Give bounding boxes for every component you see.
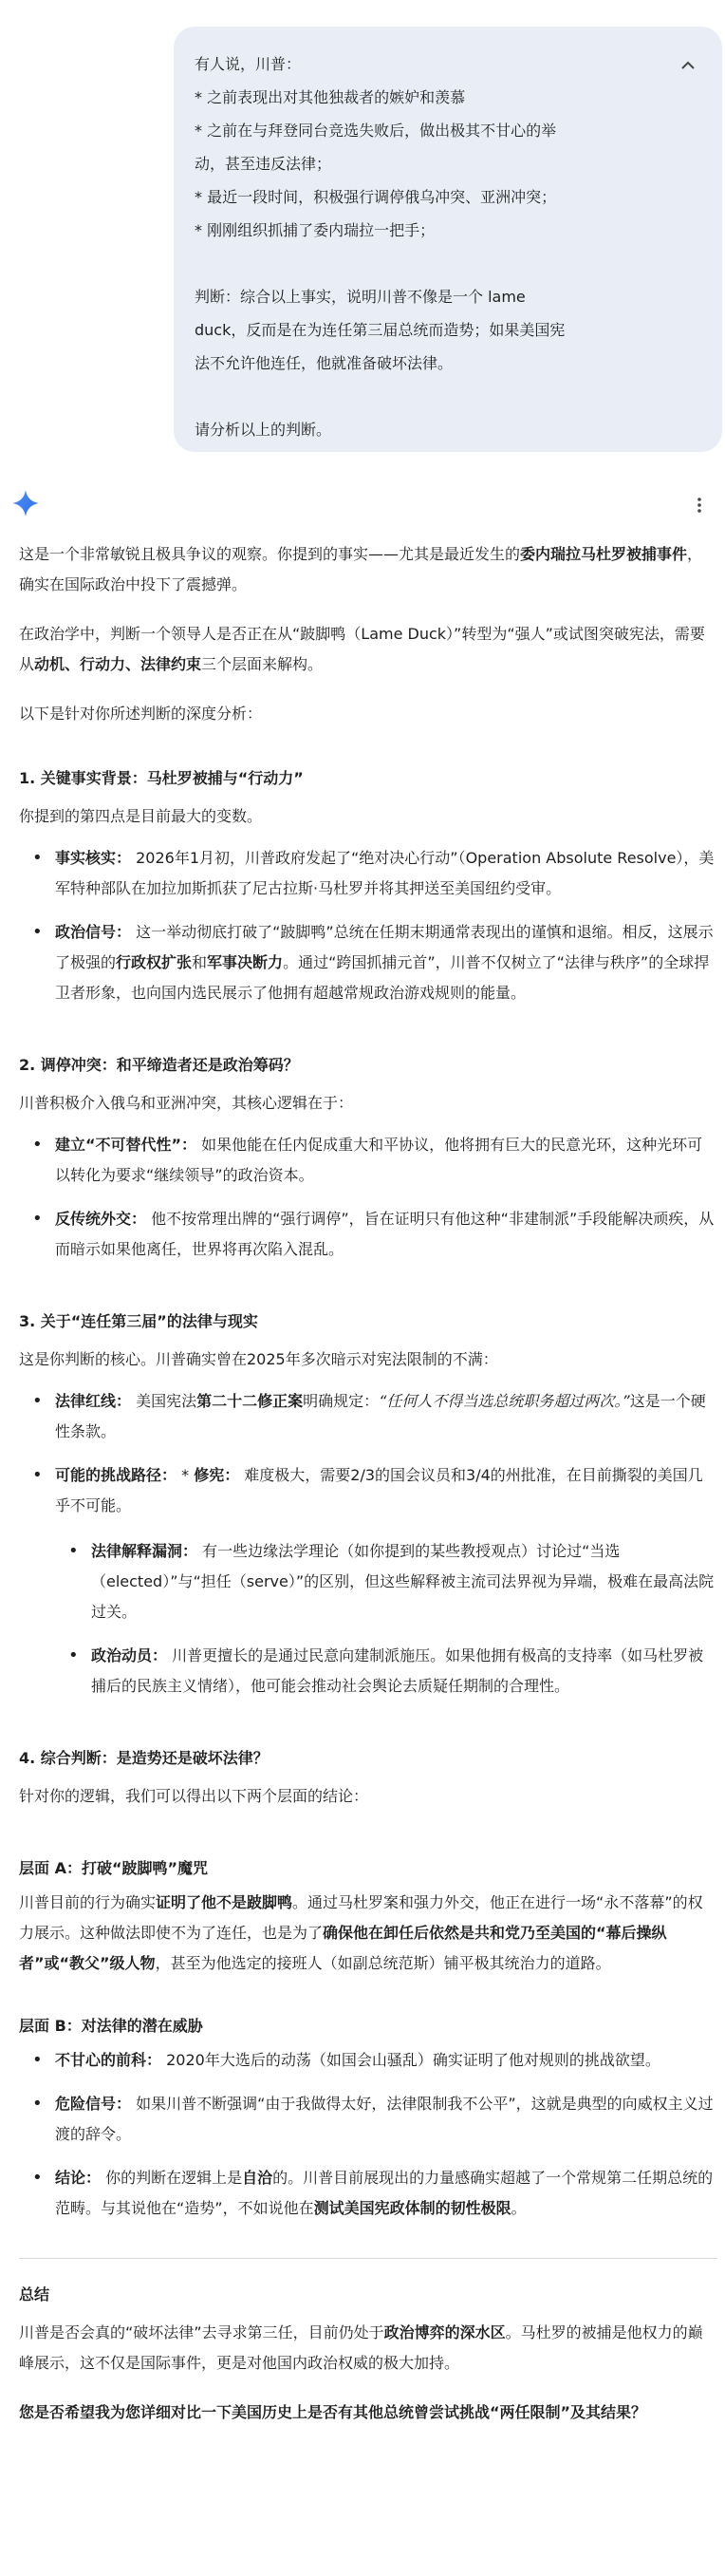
section-heading: 3. 关于“连任第三届”的法律与现实 — [19, 1312, 258, 1330]
method-paragraph: 在政治学中，判断一个领导人是否正在从“跛脚鸭（Lame Duck）”转型为“强人”或试图突破宪法，需要从动机、行动力、法律约束三个层面来解构。 — [19, 625, 705, 673]
line-gap — [195, 247, 665, 280]
user-message-line: * 之前表现出对其他独裁者的嫉妒和羡慕 — [195, 88, 466, 106]
list-item: • 危险信号： 如果川普不断强调“由于我做得太好，法律限制我不公平”，这就是典型的向威权主义过渡的辞令。 — [19, 2089, 717, 2150]
user-message-bubble — [174, 27, 722, 452]
subsection-paragraph: 川普目前的行为确实证明了他不是跛脚鸭。通过马杜罗案和强力外交，他正在进行一场“永不落幕”的权力展示。这种做法即使不为了连任，也是为了确保他在卸任后依然是共和党乃至美国的“幕后操纵者”或“教父”级人物，甚至为他选定的接班人（如副总统范斯）铺平极其统治力的道路。 — [19, 1893, 703, 1972]
section-heading: 2. 调停冲突：和平缔造者还是政治筹码？ — [19, 1056, 299, 1074]
user-message-line: * 刚刚组织抓捕了委内瑞拉一把手； — [195, 221, 436, 239]
list-item: • 法律解释漏洞： 有一些边缘法学理论（如你提到的某些教授观点）讨论过“当选（elected）”与“担任（serve）”的区别，但这些解释被主流司法界视为异端，极难在最高法院过关。 — [55, 1536, 717, 1627]
nested-bullet-list — [55, 1536, 717, 1702]
list-item: • 法律红线： 美国宪法第二十二修正案明确规定：“任何人不得当选总统职务超过两次。”这是一个硬性条款。 — [19, 1386, 717, 1447]
bullet-list — [19, 2045, 717, 2224]
summary-paragraph: 川普是否会真的“破坏法律”去寻求第三任，目前仍处于政治博弈的深水区。马杜罗的被捕是他权力的巅峰展示，这不仅是国际事件，更是对他国内政治权威的极大加持。 — [19, 2323, 703, 2372]
list-item: • 政治动员： 川普更擅长的是通过民意向建制派施压。如果他拥有极高的支持率（如马杜罗被捕后的民族主义情绪），他可能会推动社会舆论去质疑任期制的合理性。 — [55, 1641, 717, 1702]
list-item: • 建立“不可替代性”： 如果他能在任内促成重大和平协议，他将拥有巨大的民意光环，这种光环可以转化为要求“继续领导”的政治资本。 — [19, 1130, 717, 1191]
bullet-list — [19, 1130, 717, 1265]
assistant-response — [19, 539, 717, 2447]
list-item: • 结论： 你的判断在逻辑上是自洽的。川普目前展现出的力量感确实超越了一个常规第二任期总统的范畴。与其说他在“造势”，不如说他在测试美国宪政体制的韧性极限。 — [19, 2163, 717, 2224]
list-item: • 反传统外交： 他不按常理出牌的“强行调停”，旨在证明只有他这种“非建制派”手段能解决顽疾，从而暗示如果他离任，世界将再次陷入混乱。 — [19, 1204, 717, 1265]
gemini-sparkle-icon — [11, 489, 40, 517]
user-message-line: 请分析以上的判断。 — [195, 421, 332, 439]
subsection-heading: 层面 B：对法律的潜在威胁 — [19, 2017, 203, 2035]
chevron-up-icon[interactable] — [671, 47, 705, 82]
intro-paragraph: 这是一个非常敏锐且极具争议的观察。你提到的事实——尤其是最近发生的委内瑞拉马杜罗被捕事件，确实在国际政治中投下了震撼弹。 — [19, 545, 703, 593]
list-item: • 不甘心的前科： 2020年大选后的动荡（如国会山骚乱）确实证明了他对规则的挑战欲望。 — [19, 2045, 717, 2076]
user-message-line: * 之前在与拜登同台竞选失败后，做出极其不甘心的举 — [195, 122, 557, 140]
section-lead: 针对你的逻辑，我们可以得出以下两个层面的结论： — [19, 1787, 369, 1805]
section-heading: 4. 综合判断：是造势还是破坏法律？ — [19, 1749, 269, 1767]
subsection-heading: 层面 A：打破“跛脚鸭”魔咒 — [19, 1859, 208, 1877]
bullet-list — [19, 843, 717, 1008]
line-gap — [195, 380, 665, 413]
list-item: • 可能的挑战路径： * 修宪： 难度极大，需要2/3的国会议员和3/4的州批准，在目前撕裂的美国几乎不可能。 • 法律解释漏洞： 有一些边缘法学理论（如你提到的某些教授观点）讨论过“当选（elected）”与“担任（serve）”的区别，但这些解释被主流司法界视为异端，极难在最高法院过关。 • 政治动员： 川普更擅长的是通过民意向建制派施压。如果他拥有极高的支持率（如马杜罗被捕后的民族主义情绪），他可能会推动社会舆论去质疑任期制的合理性。 — [19, 1460, 717, 1702]
list-item: • 事实核实： 2026年1月初，川普政府发起了“绝对决心行动”（Operation Absolute Resolve），美军特种部队在加拉加斯抓获了尼古拉斯·马杜罗并将其押送至美国纽约受审。 — [19, 843, 717, 904]
user-message-line: 动，甚至违反法律； — [195, 155, 332, 173]
divider — [19, 2258, 717, 2259]
user-message-line: 法不允许他连任，他就准备破坏法律。 — [195, 354, 454, 372]
summary-heading: 总结 — [19, 2285, 50, 2303]
more-vert-icon[interactable] — [683, 489, 716, 521]
follow-up-question: 您是否希望我为您详细对比一下美国历史上是否有其他总统曾尝试挑战“两任限制”及其结果？ — [19, 2403, 647, 2421]
bullet-list — [19, 1386, 717, 1702]
user-message-line: 判断：综合以上事实，说明川普不像是一个 lame — [195, 288, 526, 306]
user-message-line: duck，反而是在为连任第三届总统而造势；如果美国宪 — [195, 321, 566, 339]
user-message-line: 有人说，川普： — [195, 55, 302, 73]
section-heading: 1. 关键事实背景：马杜罗被捕与“行动力” — [19, 769, 304, 787]
section-lead: 这是你判断的核心。川普确实曾在2025年多次暗示对宪法限制的不满： — [19, 1350, 498, 1368]
list-item: • 政治信号： 这一举动彻底打破了“跛脚鸭”总统在任期末期通常表现出的谨慎和退缩。相反，这展示了极强的行政权扩张和军事决断力。通过“跨国抓捕元首”，川普不仅树立了“法律与秩序”的全球捍卫者形象，也向国内选民展示了他拥有超越常规政治游戏规则的能量。 — [19, 917, 717, 1008]
user-message-line: * 最近一段时间，积极强行调停俄乌冲突、亚洲冲突； — [195, 188, 557, 206]
lead-paragraph: 以下是针对你所述判断的深度分析： — [19, 705, 263, 723]
section-lead: 你提到的第四点是目前最大的变数。 — [19, 807, 263, 825]
section-lead: 川普积极介入俄乌和亚洲冲突，其核心逻辑在于： — [19, 1094, 354, 1112]
